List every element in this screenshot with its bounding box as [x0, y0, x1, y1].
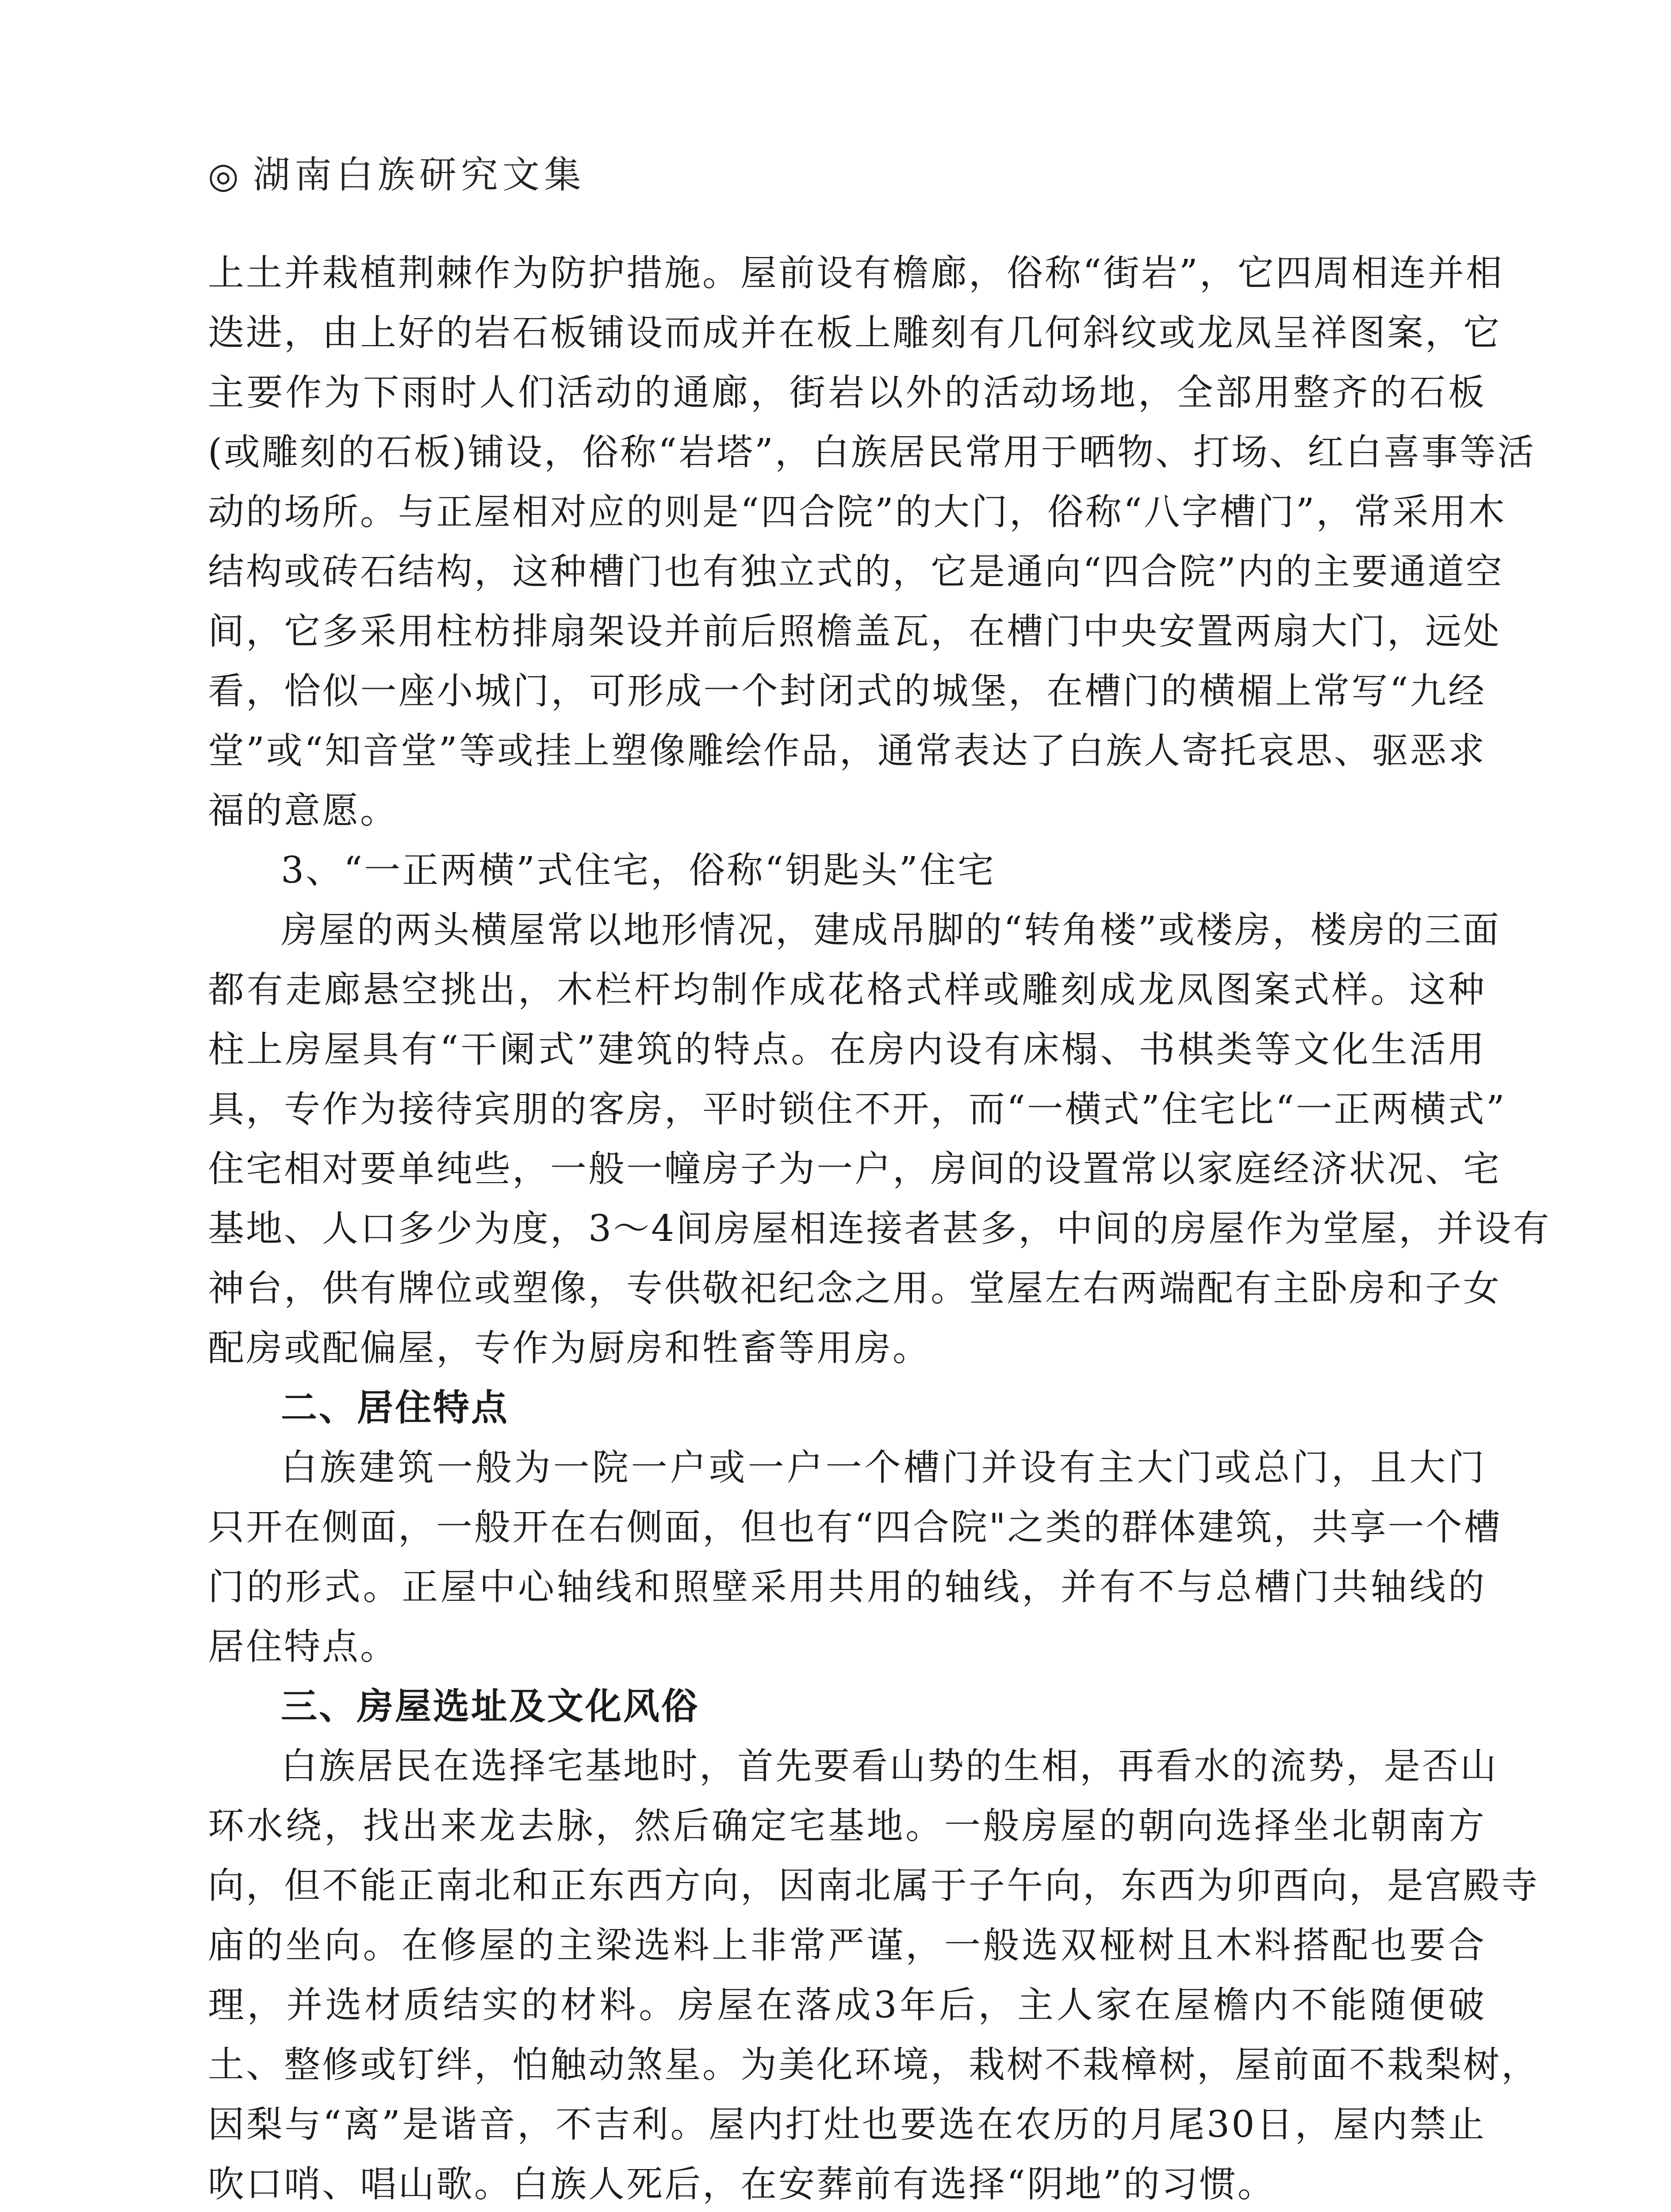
text-line: 上土并栽植荆棘作为防护措施。屋前设有檐廊，俗称“街岩”，它四周相连并相 — [208, 252, 1504, 294]
text-line: 动的场所。与正屋相对应的则是“四合院”的大门，俗称“八字槽门”，常采用木 — [208, 491, 1506, 533]
text-line: 环水绕，找出来龙去脉，然后确定宅基地。一般房屋的朝向选择坐北朝南方 — [208, 1805, 1486, 1847]
text-line: 结构或砖石结构，这种槽门也有独立式的，它是通向“四合院”内的主要通道空 — [208, 551, 1504, 593]
text-line: 理，并选材质结实的材料。房屋在落成3年后，主人家在屋檐内不能随便破 — [208, 1984, 1486, 2026]
text-line: 迭进，由上好的岩石板铺设而成并在板上雕刻有几何斜纹或龙凤呈祥图案，它 — [208, 312, 1502, 354]
text-line: 居住特点。 — [208, 1626, 399, 1668]
text-line: 堂”或“知音堂”等或挂上塑像雕绘作品，通常表达了白族人寄托哀思、驱恶求 — [208, 730, 1486, 772]
text-line: 福的意愿。 — [208, 790, 399, 832]
text-line: 配房或配偏屋，专作为厨房和牲畜等用房。 — [208, 1327, 931, 1369]
text-line: 土、整修或钉绊，怕触动煞星。为美化环境，栽树不栽樟树，屋前面不栽梨树， — [208, 2044, 1540, 2086]
text-line: 具，专作为接待宾朋的客房，平时锁住不开，而“一横式”住宅比“一正两横式” — [208, 1088, 1506, 1130]
text-line: 白族建筑一般为一院一户或一户一个槽门并设有主大门或总门，且大门 — [281, 1447, 1486, 1489]
text-line: 都有走廊悬空挑出，木栏杆均制作成花格式样或雕刻成龙凤图案式样。这种 — [208, 969, 1486, 1011]
text-line: 间，它多采用柱枋排扇架设并前后照檐盖瓦，在槽门中央安置两扇大门，远处 — [208, 611, 1502, 653]
section-heading: 二、居住特点 — [281, 1387, 510, 1429]
text-line: 住宅相对要单纯些，一般一幢房子为一户，房间的设置常以家庭经济状况、宅 — [208, 1148, 1502, 1190]
text-line: 吹口哨、唱山歌。白族人死后，在安葬前有选择“阴地”的习惯。 — [208, 2163, 1276, 2205]
text-line: 基地、人口多少为度，3～4间房屋相连接者甚多，中间的房屋作为堂屋，并设有 — [208, 1208, 1551, 1250]
text-line: 庙的坐向。在修屋的主梁选料上非常严谨，一般选双桠树且木料搭配也要合 — [208, 1924, 1486, 1966]
text-line: 神台，供有牌位或塑像，专供敬祀纪念之用。堂屋左右两端配有主卧房和子女 — [208, 1267, 1502, 1310]
page-number — [199, 2208, 296, 2212]
text-line: 看，恰似一座小城门，可形成一个封闭式的城堡，在槽门的横楣上常写“九经 — [208, 670, 1486, 712]
running-header — [208, 150, 586, 200]
text-line: 只开在侧面，一般开在右侧面，但也有“四合院"之类的群体建筑，共享一个槽 — [208, 1506, 1502, 1548]
text-line: (或雕刻的石板)铺设，俗称“岩塔”，白族居民常用于晒物、打场、红白喜事等活 — [208, 431, 1536, 473]
subsection-heading: 3、“一正两横”式住宅，俗称“钥匙头”住宅 — [281, 849, 996, 891]
text-line: 柱上房屋具有“干阑式”建筑的特点。在房内设有床榻、书棋类等文化生活用 — [208, 1029, 1486, 1071]
text-line: 白族居民在选择宅基地时，首先要看山势的生相，再看水的流势，是否山 — [281, 1745, 1499, 1787]
circle-mark-icon: ◎ — [208, 155, 243, 196]
text-line: 主要作为下雨时人们活动的通廊，街岩以外的活动场地，全部用整齐的石板 — [208, 372, 1486, 414]
section-heading: 三、房屋选址及文化风俗 — [281, 1686, 700, 1728]
running-header-title: 湖南白族研究文集 — [253, 153, 586, 196]
text-line: 向，但不能正南北和正东西方向，因南北属于子午向，东西为卯酉向，是宫殿寺 — [208, 1865, 1540, 1907]
text-line: 因梨与“离”是谐音，不吉利。屋内打灶也要选在农历的月尾30日，屋内禁止 — [208, 2104, 1486, 2146]
text-line: 门的形式。正屋中心轴线和照壁采用共用的轴线，并有不与总槽门共轴线的 — [208, 1566, 1486, 1608]
text-line: 房屋的两头横屋常以地形情况，建成吊脚的“转角楼”或楼房，楼房的三面 — [281, 909, 1501, 951]
